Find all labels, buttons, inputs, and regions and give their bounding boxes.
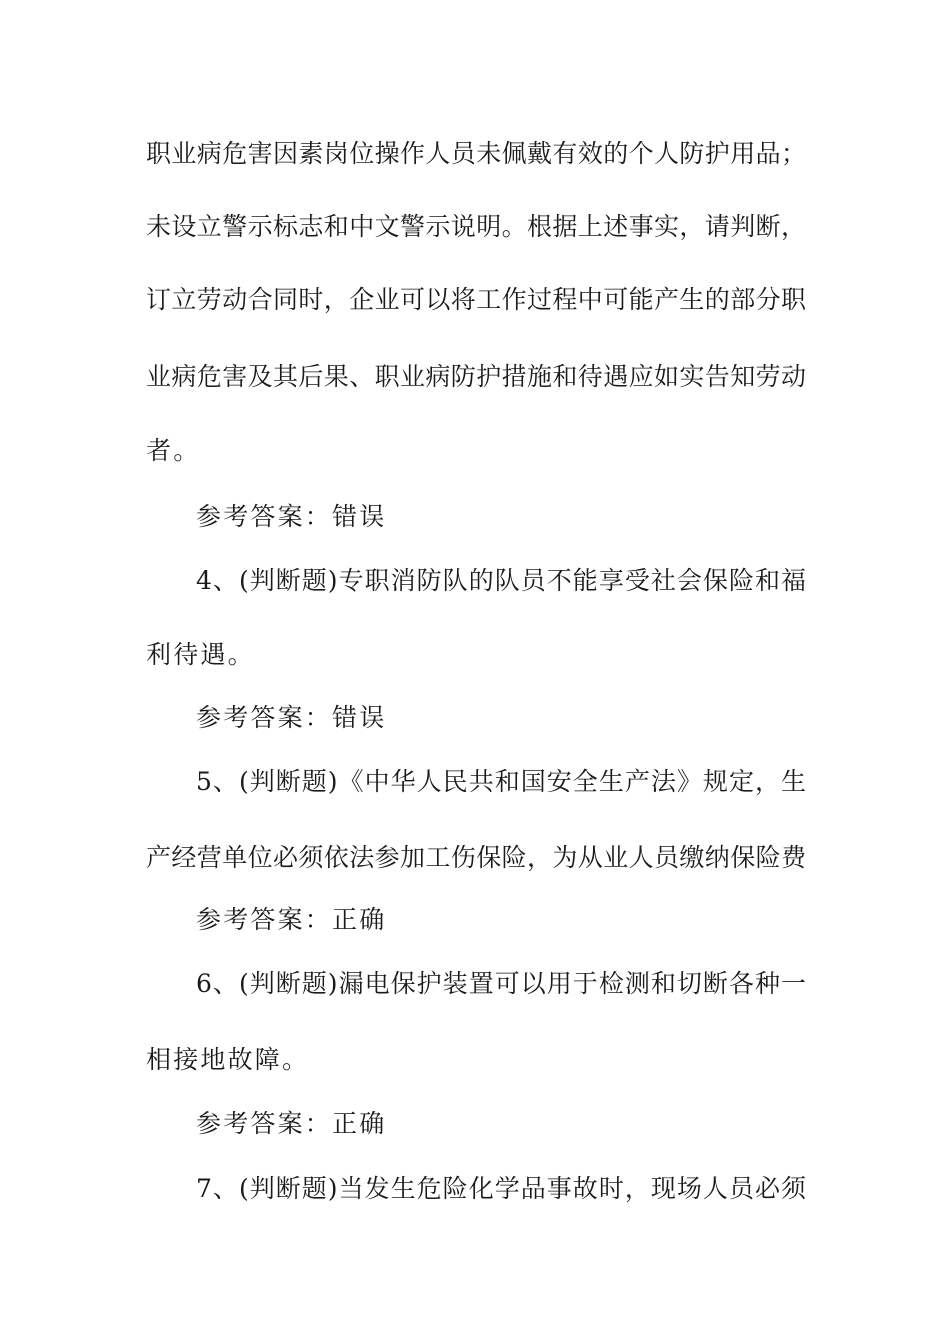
answer-line: 参考答案：错误 <box>196 502 387 531</box>
question-line: 5、(判断题)《中华人民共和国安全生产法》规定，生 <box>196 767 806 796</box>
question-line: 7、(判断题)当发生危险化学品事故时，现场人员必须 <box>196 1174 806 1203</box>
question-line: 4、(判断题)专职消防队的队员不能享受社会保险和福 <box>196 566 806 595</box>
question-line: 利待遇。 <box>146 640 255 669</box>
question-line: 产经营单位必须依法参加工伤保险，为从业人员缴纳保险费 <box>146 843 806 872</box>
answer-line: 参考答案：正确 <box>196 1109 387 1138</box>
paragraph-line: 者。 <box>146 436 201 465</box>
answer-line: 参考答案：正确 <box>196 905 387 934</box>
paragraph-line: 职业病危害因素岗位操作人员未佩戴有效的个人防护用品； <box>146 139 806 168</box>
question-line: 相接地故障。 <box>146 1045 310 1074</box>
paragraph-line: 订立劳动合同时，企业可以将工作过程中可能产生的部分职 <box>146 285 806 314</box>
paragraph-line: 业病危害及其后果、职业病防护措施和待遇应如实告知劳动 <box>146 362 806 391</box>
paragraph-line: 未设立警示标志和中文警示说明。根据上述事实，请判断， <box>146 212 806 241</box>
question-line: 6、(判断题)漏电保护装置可以用于检测和切断各种一 <box>196 969 806 998</box>
answer-line: 参考答案：错误 <box>196 703 387 732</box>
